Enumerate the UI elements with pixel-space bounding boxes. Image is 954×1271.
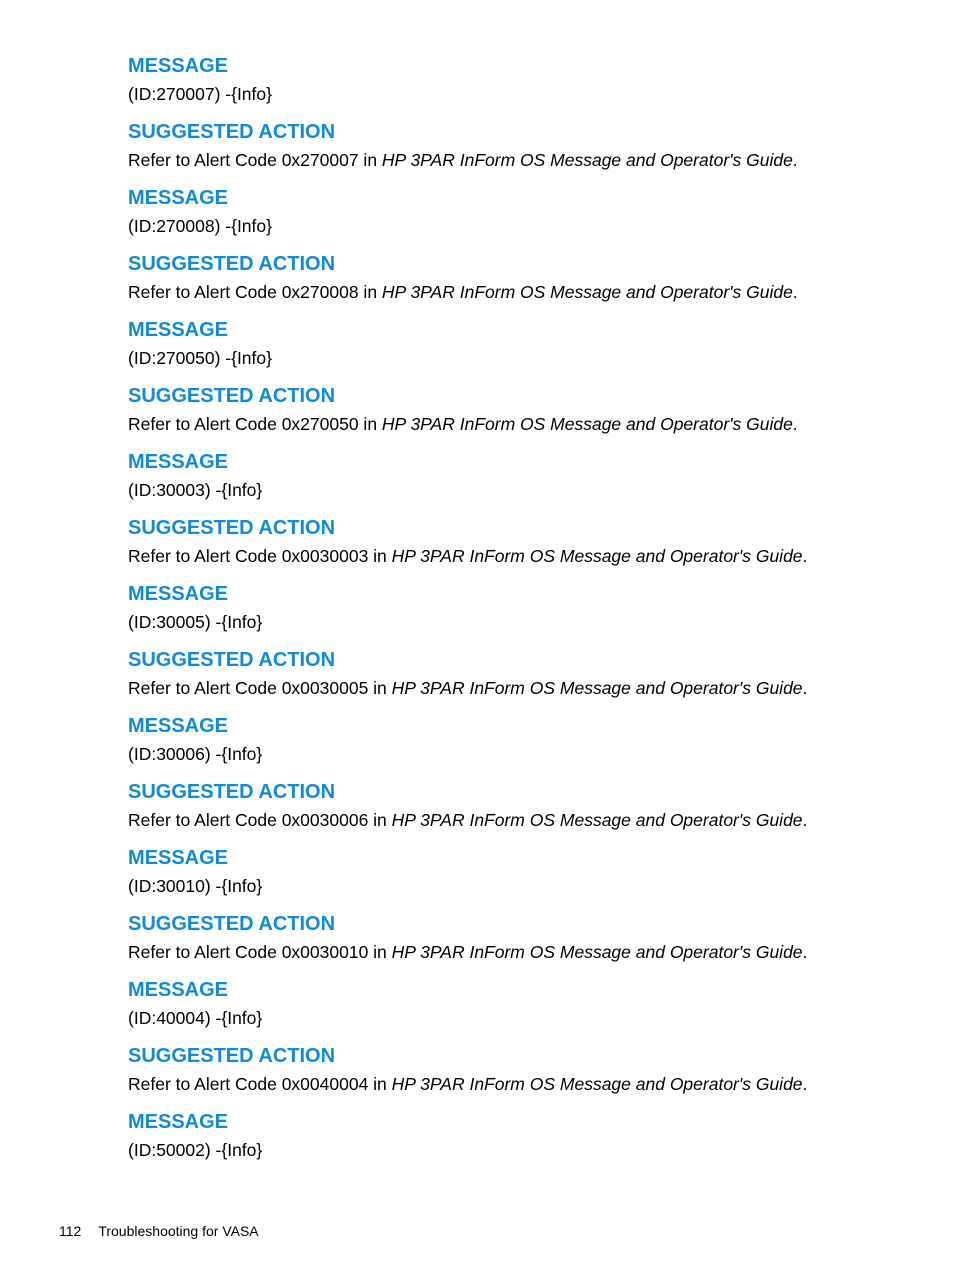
page-footer [59, 1221, 259, 1241]
message-entry [128, 316, 918, 438]
action-suffix: . [802, 678, 808, 698]
suggested-action-heading: SUGGESTED ACTION [128, 913, 336, 935]
guide-title: HP 3PAR InForm OS Message and Operator's Guide [381, 282, 793, 302]
message-entry [128, 52, 918, 174]
action-prefix: Refer to Alert Code 0x0030005 in [128, 678, 392, 698]
message-heading: MESSAGE [128, 715, 229, 737]
action-suffix: . [792, 150, 798, 170]
guide-title: HP 3PAR InForm OS Message and Operator's Guide [391, 810, 803, 830]
action-suffix: . [802, 942, 808, 962]
suggested-action-heading: SUGGESTED ACTION [128, 121, 336, 143]
message-text: (ID:30003) -{Info} [128, 480, 263, 500]
message-text: (ID:30010) -{Info} [128, 876, 263, 896]
guide-title: HP 3PAR InForm OS Message and Operator's Guide [391, 678, 803, 698]
action-prefix: Refer to Alert Code 0x270007 in [128, 150, 382, 170]
suggested-action-text [128, 938, 918, 966]
action-prefix: Refer to Alert Code 0x0030003 in [128, 546, 392, 566]
suggested-action-text [128, 674, 918, 702]
suggested-action-heading: SUGGESTED ACTION [128, 253, 336, 275]
action-prefix: Refer to Alert Code 0x270050 in [128, 414, 382, 434]
suggested-action-text [128, 278, 918, 306]
message-text: (ID:50002) -{Info} [128, 1140, 263, 1160]
message-entry [128, 580, 918, 702]
guide-title: HP 3PAR InForm OS Message and Operator's Guide [391, 546, 803, 566]
message-text: (ID:40004) -{Info} [128, 1008, 263, 1028]
message-entry [128, 844, 918, 966]
message-entry [128, 976, 918, 1098]
guide-title: HP 3PAR InForm OS Message and Operator's Guide [391, 1074, 803, 1094]
message-heading: MESSAGE [128, 847, 229, 869]
suggested-action-text [128, 410, 918, 438]
message-heading: MESSAGE [128, 979, 229, 1001]
guide-title: HP 3PAR InForm OS Message and Operator's Guide [381, 414, 793, 434]
message-text: (ID:270007) -{Info} [128, 84, 272, 104]
suggested-action-text [128, 1070, 918, 1098]
message-heading: MESSAGE [128, 187, 229, 209]
section-title: Troubleshooting for VASA [98, 1223, 259, 1239]
message-text: (ID:270050) -{Info} [128, 348, 272, 368]
message-entry [128, 712, 918, 834]
message-entry [128, 448, 918, 570]
suggested-action-heading: SUGGESTED ACTION [128, 517, 336, 539]
guide-title: HP 3PAR InForm OS Message and Operator's Guide [381, 150, 793, 170]
page-number: 112 [59, 1223, 82, 1239]
message-heading: MESSAGE [128, 583, 229, 605]
suggested-action-heading: SUGGESTED ACTION [128, 781, 336, 803]
suggested-action-heading: SUGGESTED ACTION [128, 1045, 336, 1067]
suggested-action-text [128, 146, 918, 174]
action-prefix: Refer to Alert Code 0x0030010 in [128, 942, 392, 962]
action-suffix: . [802, 1074, 808, 1094]
action-prefix: Refer to Alert Code 0x0040004 in [128, 1074, 392, 1094]
action-prefix: Refer to Alert Code 0x0030006 in [128, 810, 392, 830]
message-heading: MESSAGE [128, 55, 229, 77]
action-suffix: . [802, 546, 808, 566]
action-prefix: Refer to Alert Code 0x270008 in [128, 282, 382, 302]
message-heading: MESSAGE [128, 319, 229, 341]
guide-title: HP 3PAR InForm OS Message and Operator's Guide [391, 942, 803, 962]
message-heading: MESSAGE [128, 451, 229, 473]
message-text: (ID:30006) -{Info} [128, 744, 263, 764]
message-entry [128, 184, 918, 306]
suggested-action-heading: SUGGESTED ACTION [128, 385, 336, 407]
document-content [128, 52, 918, 1174]
message-text: (ID:30005) -{Info} [128, 612, 263, 632]
action-suffix: . [792, 414, 798, 434]
action-suffix: . [802, 810, 808, 830]
suggested-action-heading: SUGGESTED ACTION [128, 649, 336, 671]
suggested-action-text [128, 542, 918, 570]
message-heading: MESSAGE [128, 1111, 229, 1133]
action-suffix: . [792, 282, 798, 302]
message-entry [128, 1108, 918, 1164]
suggested-action-text [128, 806, 918, 834]
message-text: (ID:270008) -{Info} [128, 216, 272, 236]
